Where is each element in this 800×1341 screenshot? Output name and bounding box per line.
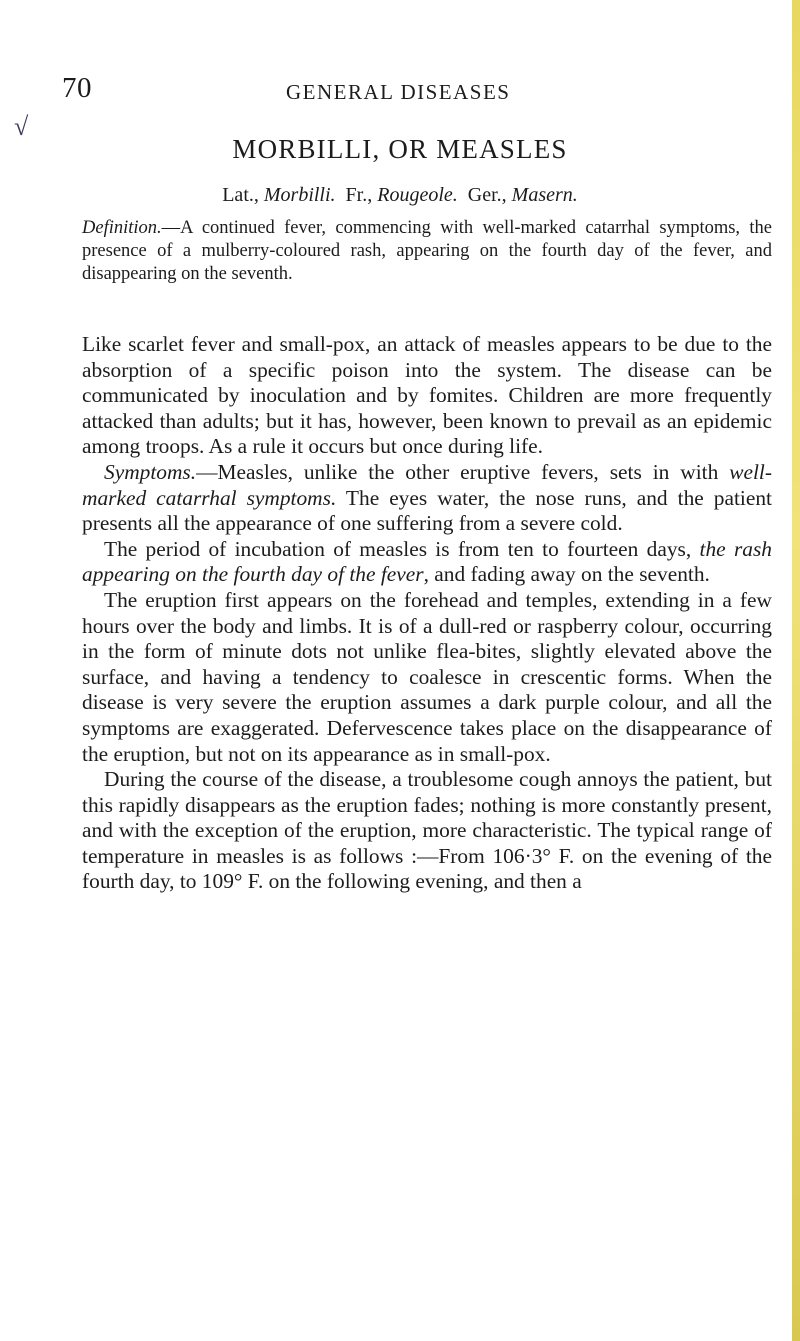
definition-text: —A continued fever, commencing with well-marked catarrhal symptoms, the presence of a mulberry-coloured rash, appearing on the fourth day of the fever, and disappearing on the seventh. [82, 218, 772, 284]
paragraph-incubation [82, 537, 772, 588]
synonym-german-label: Ger., [467, 184, 507, 206]
definition-label: Definition. [82, 218, 162, 238]
symptoms-text-b: The eyes water, the nose runs, and the patient presents all the appearance of one suffering from a severe cold. [82, 485, 772, 536]
incubation-text-b: , and fading away on the seventh. [423, 562, 710, 587]
margin-check-mark: √ [14, 112, 29, 141]
paragraph-etiology: Like scarlet fever and small-pox, an attack of measles appears to be due to the absorption of a specific poison into the system. The disease can be communicated by inoculation and by fomites. Children are more frequently attacked than adults; but it has, however, been known to prevail as an epidemic among troops. As a rule it occurs but once during life. [82, 332, 772, 459]
body-text [82, 332, 772, 895]
running-head: GENERAL DISEASES [286, 80, 511, 104]
page-number: 70 [62, 72, 92, 104]
synonym-german-name: Masern. [511, 184, 578, 206]
incubation-text-a: The period of incubation of measles is from ten to fourteen days, [104, 536, 700, 561]
symptoms-label: Symptoms. [104, 459, 197, 484]
paragraph-cough-temperature: During the course of the disease, a troublesome cough annoys the patient, but this rapidly disappears as the eruption fades; nothing is more constantly present, and with the exception of the eruption, more characteristic. The typical range of temperature in measles is as follows :—From 106·3° F. on the evening of the fourth day, to 109° F. on the following evening, and then a [82, 767, 772, 894]
incubation-emphasis: the rash appearing on the fourth day of the fever [82, 536, 772, 587]
definition-paragraph [82, 217, 772, 286]
synonym-french-name: Rougeole. [377, 184, 458, 206]
synonym-latin-name: Morbilli. [263, 184, 336, 206]
synonym-french-label: Fr., [345, 184, 373, 206]
paragraph-symptoms [82, 460, 772, 537]
paragraph-eruption: The eruption first appears on the forehead and temples, extending in a few hours over the body and limbs. It is of a dull-red or raspberry colour, occurring in the form of minute dots not unlike flea-bites, slightly elevated above the surface, and having a tendency to coalesce in crescentic forms. When the disease is very severe the eruption assumes a dark purple colour, and all the symptoms are exaggerated. Defervescence takes place on the disappearance of the eruption, but not on its appearance as in small-pox. [82, 587, 772, 766]
symptoms-text-a: —Measles, unlike the other eruptive fevers, sets in with [196, 459, 730, 484]
symptoms-emphasis: well-marked catarrhal symptoms. [82, 459, 772, 510]
section-title: MORBILLI, OR MEASLES [232, 134, 568, 164]
synonyms-line [0, 184, 800, 207]
synonym-latin-label: Lat., [222, 184, 259, 206]
